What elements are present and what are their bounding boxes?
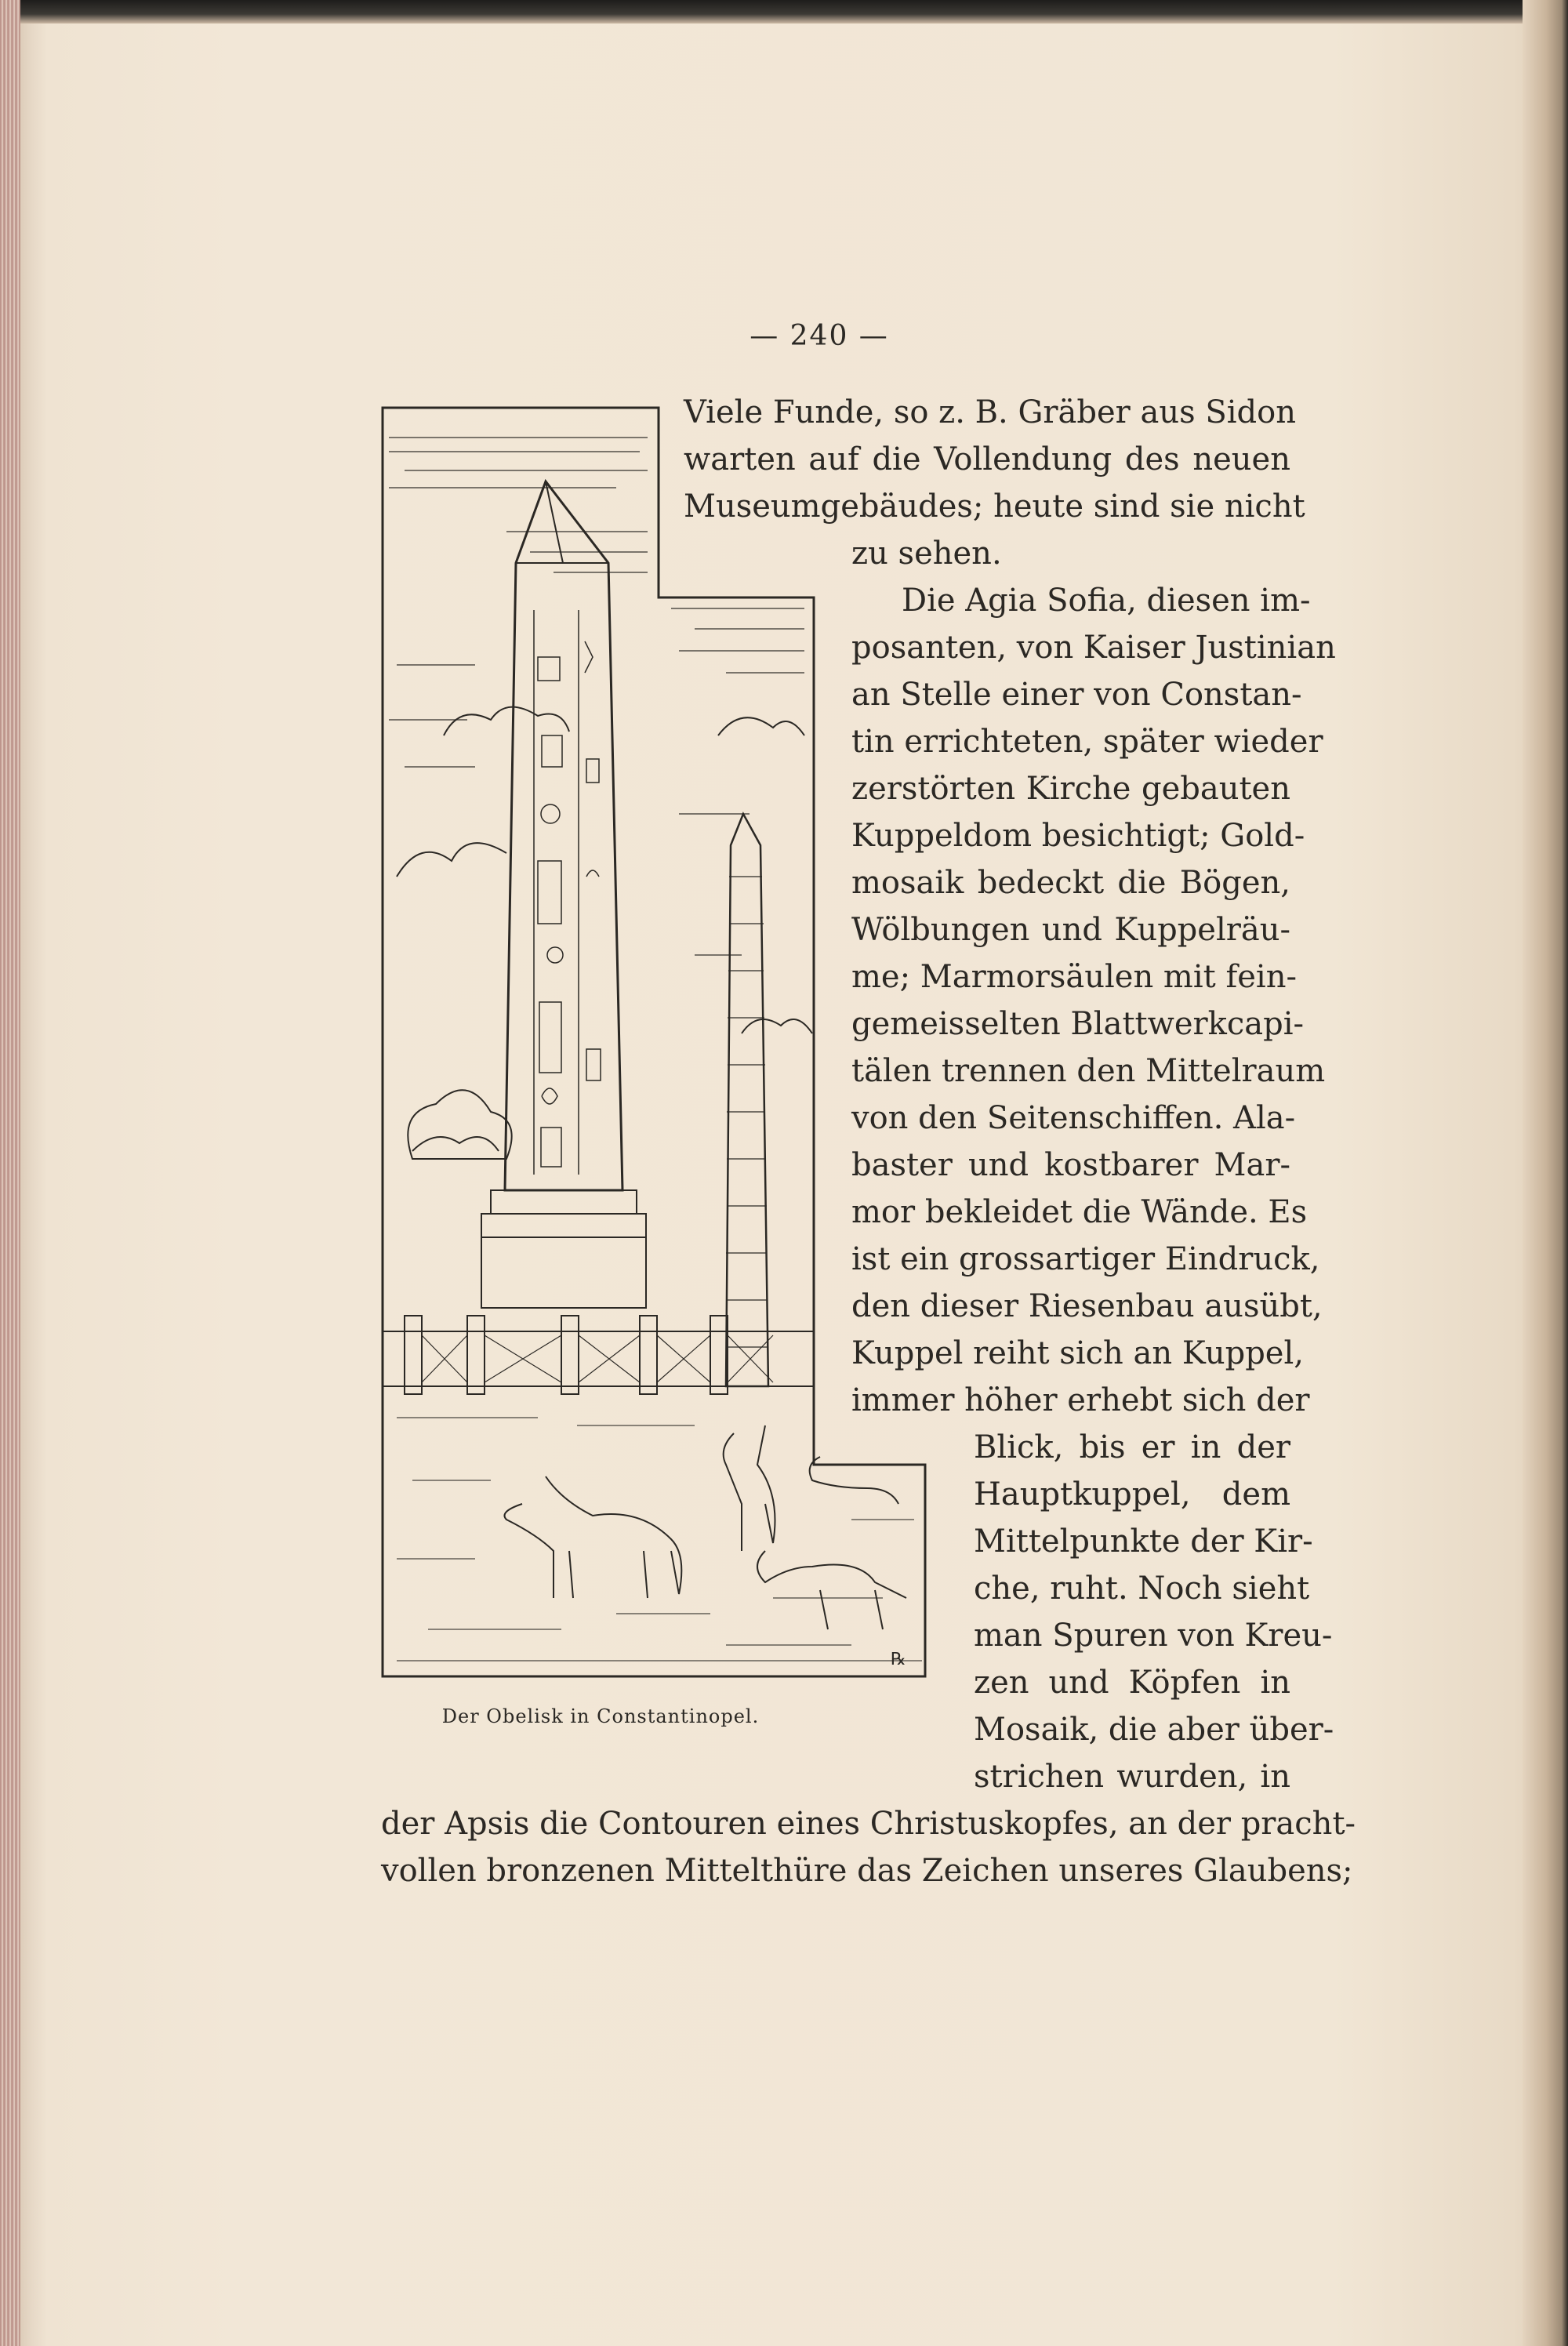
text-line: baster und kostbarer Mar- — [851, 1147, 1290, 1183]
text-line: tin errichteten, später wieder — [851, 724, 1323, 760]
text-line: che, ruht. Noch sieht — [974, 1571, 1310, 1607]
page-right-edge — [1523, 0, 1568, 2346]
text-line: an Stelle einer von Constan- — [851, 677, 1302, 713]
text-line: der Apsis die Contouren eines Christuskopfes, an der pracht- — [381, 1806, 1356, 1842]
text-line: man Spuren von Kreu- — [974, 1618, 1333, 1654]
text-line: den dieser Riesenbau ausübt, — [851, 1288, 1323, 1324]
text-line: posanten, von Kaiser Justinian — [851, 630, 1336, 666]
text-line: vollen bronzenen Mittelthüre das Zeichen unseres Glaubens; — [381, 1853, 1353, 1889]
text-line: gemeisselten Blattwerkcapi- — [851, 1006, 1305, 1042]
text-line: Mittelpunkte der Kir- — [974, 1523, 1313, 1560]
text-line: Wölbungen und Kuppelräu- — [851, 912, 1290, 948]
text-line: zu sehen. — [851, 536, 1002, 572]
text-line: von den Seitenschiffen. Ala- — [851, 1100, 1296, 1136]
top-edge-shadow — [0, 0, 1568, 24]
text-line: Viele Funde, so z. B. Gräber aus Sidon — [684, 394, 1296, 430]
text-line: mor bekleidet die Wände. Es — [851, 1194, 1308, 1230]
text-line: mosaik bedeckt die Bögen, — [851, 865, 1290, 901]
text-line: me; Marmorsäulen mit fein- — [851, 959, 1297, 995]
text-line: immer höher erhebt sich der — [851, 1382, 1310, 1418]
page-number: — 240 — — [750, 320, 889, 352]
text-line: Blick, bis er in der — [974, 1429, 1290, 1465]
text-line: Kuppeldom besichtigt; Gold- — [851, 818, 1305, 854]
text-line: ist ein grossartiger Eindruck, — [851, 1241, 1320, 1277]
text-line: tälen trennen den Mittelraum — [851, 1053, 1326, 1089]
text-line: zen und Köpfen in — [974, 1665, 1290, 1701]
text-line: zerstörten Kirche gebauten — [851, 771, 1290, 807]
figure-caption: Der Obelisk in Constantinopel. — [441, 1705, 760, 1727]
text-line: warten auf die Vollendung des neuen — [684, 441, 1290, 478]
text-line: Kuppel reiht sich an Kuppel, — [851, 1335, 1304, 1371]
text-line: Museumgebäudes; heute sind sie nicht — [684, 488, 1305, 525]
text-line: Hauptkuppel, dem — [974, 1476, 1290, 1513]
text-line: strichen wurden, in — [974, 1759, 1290, 1795]
svg-text:℞: ℞ — [891, 1650, 906, 1669]
text-line: Die Agia Sofia, diesen im- — [902, 583, 1311, 619]
book-spine — [0, 0, 20, 2346]
text-line: Mosaik, die aber über- — [974, 1712, 1334, 1748]
